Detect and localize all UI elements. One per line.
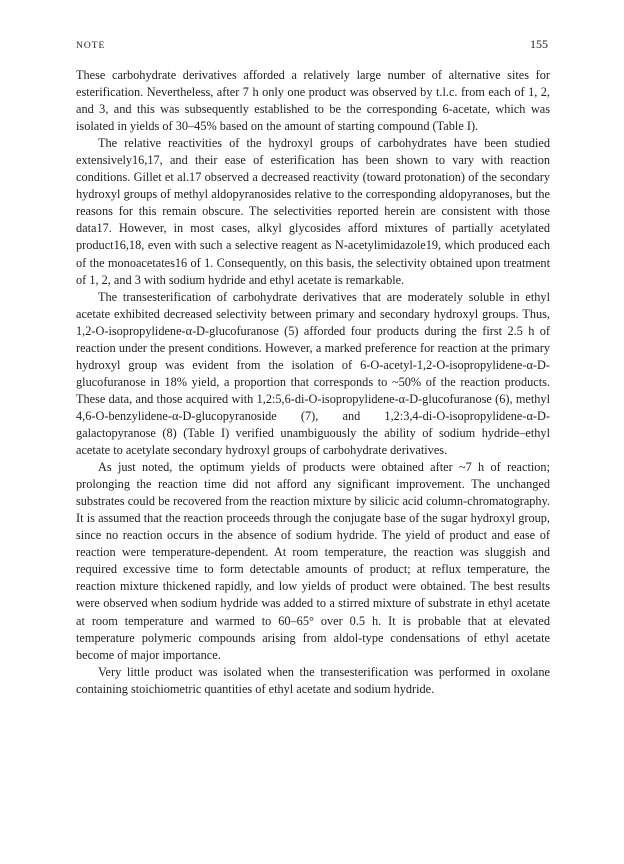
running-header bbox=[76, 37, 548, 52]
paragraph-2: The relative reactivities of the hydroxyl groups of carbohydrates have been studied extensively16,17, and their ease of esterification has been shown to vary with reaction conditions. Gillet et al.17 observed a decreased reactivity (toward protonation) of the secondary hydroxyl groups of methyl aldopyranosides relative to the corresponding aldopyranoses, but the reasons for this remain obscure. The selectivities reported herein are consistent with those data17. However, in most cases, alkyl glycosides afford mixtures of partially acetylated product16,18, even with such a selective reagent as N-acetylimidazole19, which produced each of the monoacetates16 of 1. Consequently, on this basis, the selectivity obtained upon treatment of 1, 2, and 3 with sodium hydride and ethyl acetate is remarkable. bbox=[76, 136, 550, 287]
paragraph-3: The transesterification of carbohydrate derivatives that are moderately soluble in ethyl acetate exhibited decreased selectivity between primary and secondary hydroxyl groups. Thus, 1,2-O-isopropylidene-α-D-glucofuranose (5) afforded four products during the first 2.5 h of reaction under the present conditions. However, a marked preference for reaction at the primary hydroxyl group was evident from the isolation of 6-O-acetyl-1,2-O-isopropylidene-α-D-glucofuranose in 18% yield, a proportion that corresponds to ~50% of the reaction products. These data, and those acquired with 1,2:5,6-di-O-isopropylidene-α-D-glucofuranose (6), methyl 4,6-O-benzylidene-α-D-glucopyranoside (7), and 1,2:3,4-di-O-isopropylidene-α-D-galactopyranose (8) (Table I) verified unambiguously the ability of sodium hydride–ethyl acetate to acetylate secondary hydroxyl groups of carbohydrate derivatives. bbox=[76, 289, 550, 458]
paragraph-4: As just noted, the optimum yields of products were obtained after ~7 h of reaction; prolonging the reaction time did not afford any significant improvement. The unchanged substrates could be recovered from the reaction mixture by silicic acid column-chromatography. It is assumed that the reaction proceeds through the conjugate base of the sugar hydroxyl group, since no reaction occurs in the absence of sodium hydride. The yield of product and ease of reaction were temperature-dependent. At room temperature, the reaction was sluggish and required excessive time to form detectable amounts of product; at reflux temperature, the reaction mixture thickened rapidly, and low yields of product were obtained. The best results were observed when sodium hydride was added to a stirred mixture of substrate in ethyl acetate at room temperature and warmed to 60–65° over 0.5 h. It is probable that at elevated temperature polymeric compounds arising from aldol-type condensations of ethyl acetate become of major importance. bbox=[76, 460, 550, 662]
paragraph-1: These carbohydrate derivatives afforded a relatively large number of alternative sites for esterification. Nevertheless, after 7 h only one product was observed by t.l.c. from each of 1, 2, and 3, and this was subsequently established to be the corresponding 6-acetate, which was isolated in yields of 30–45% based on the amount of starting compound (Table I). bbox=[76, 68, 550, 134]
paragraph-5: Very little product was isolated when the transesterification was performed in oxolane containing stoichiometric quantities of ethyl acetate and sodium hydride. bbox=[76, 664, 550, 696]
section-label: NOTE bbox=[76, 41, 106, 51]
page-number: 155 bbox=[530, 37, 548, 51]
article-body bbox=[76, 67, 550, 698]
